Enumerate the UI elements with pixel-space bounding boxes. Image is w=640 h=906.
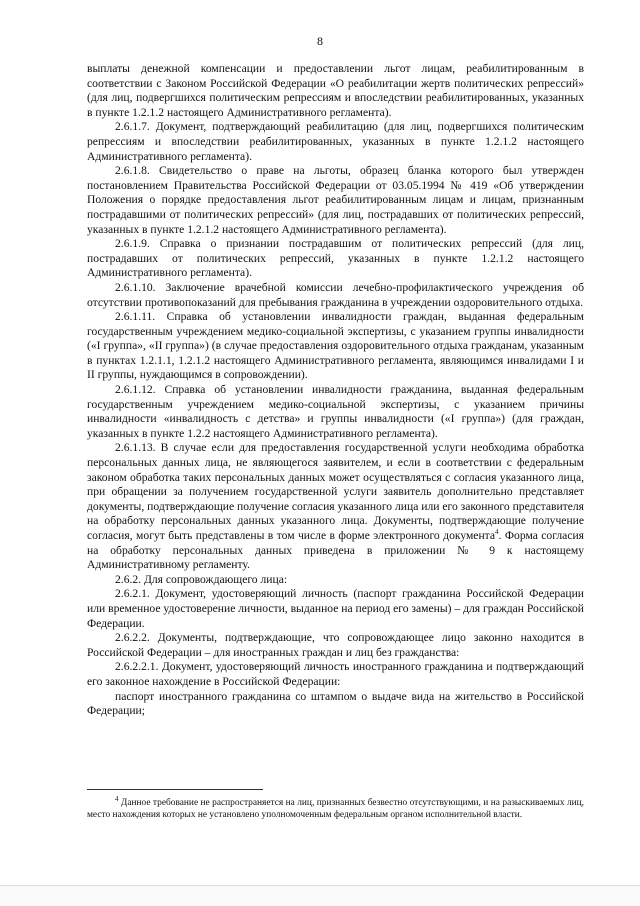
paragraph-2-6-2-1: 2.6.2.1. Документ, удостоверяющий личность (паспорт гражданина Российской Федерации или временное удостоверение личности, выданное на период его замены) – для граждан Российской Федерации. (87, 587, 584, 630)
footnote-text: Данное требование не распространяется на лиц, признанных безвестно отсутствующими, и на разыскиваемых лиц, место нахождения которых не установлено уполномоченным федеральным органом исполнительной власти. (87, 798, 584, 820)
footnote-marker: 4 (115, 794, 119, 803)
paragraph-2-6-1-13-text-end: . Форма согласия на обработку персональных данных приведена в приложении № 9 к настоящему Административному регламенту. (87, 529, 585, 572)
paragraph-2-6-1-11: 2.6.1.11. Справка об установлении инвалидности граждан, выданная федеральным государственным учреждением медико-социальной экспертизы, с указанием группы инвалидности («I группа», «II группа») (в случае предоставления оздоровительного отдыха гражданам, указанным в пунктах 1.2.1.1, 1.2.1.2 настоящего Административного регламента, являющимся инвалидами I и II группы, нуждающимся в сопровождении). (87, 310, 584, 382)
paragraph-passport: паспорт иностранного гражданина со штампом о выдаче вида на жительство в Российской Федерации; (87, 689, 584, 718)
paragraph-2-6-2-2: 2.6.2.2. Документы, подтверждающие, что сопровождающее лицо законно находится в Российской Федерации – для иностранных граждан и лиц без гражданства: (87, 631, 584, 659)
scan-edge (0, 885, 640, 906)
paragraph-2-6-1-9: 2.6.1.9. Справка о признании пострадавшим от политических репрессий (для лиц, пострадавших от политических репрессий, указанных в пункте 1.2.1.2 настоящего Административного регламента). (87, 237, 584, 280)
paragraph-2-6-1-8: 2.6.1.8. Свидетельство о праве на льготы, образец бланка которого был утвержден постановлением Правительства Российской Федерации от 03.05.1994 № 419 «Об утверждении Положения о порядке предоставления льгот реабилитированным лицам и лицам, признанным пострадавшими от политических репрессий» (для лиц, пострадавших от политических репрессий, указанных в пункте 1.2.1.2 настоящего Административного регламента). (87, 164, 584, 236)
footnote-divider (87, 789, 263, 790)
footnote-reference: 4 (495, 528, 499, 537)
paragraph-2-6-2: 2.6.2. Для сопровождающего лица: (115, 572, 288, 586)
paragraph-2-6-1-10: 2.6.1.10. Заключение врачебной комиссии лечебно-профилактического учреждения об отсутствии противопоказаний для пребывания гражданина в учреждении оздоровительного отдыха. (87, 280, 584, 309)
paragraph-2-6-1-13 (87, 441, 584, 572)
document-body (87, 62, 584, 719)
footnote (87, 794, 584, 821)
paragraph-2-6-1-12: 2.6.1.12. Справка об установлении инвалидности гражданина, выданная федеральным государственным учреждением медико-социальной экспертизы, с указанием причины инвалидности «инвалидность с детства» и группы инвалидности («I группа») (для граждан, указанных в пункте 1.2.2 настоящего Административного регламента). (87, 383, 584, 440)
paragraph-2-6-2-2-1: 2.6.2.2.1. Документ, удостоверяющий личность иностранного гражданина и подтверждающий его законное нахождение в Российской Федерации: (87, 660, 584, 688)
paragraph-2-6-1-7: 2.6.1.7. Документ, подтверждающий реабилитацию (для лиц, подвергшихся политическим репрессиям и впоследствии реабилитированных, указанных в пункте 1.2.1.2 настоящего Административного регламента). (87, 120, 584, 163)
paragraph-2-6-1-13-text: 2.6.1.13. В случае если для предоставления государственной услуги необходима обработка персональных данных лица, не являющегося заявителем, и если в соответствии с федеральным законом обработка таких персональных данных может осуществляться с согласия указанного лица, при обращении за получением государственной услуги заявитель дополнительно представляет документы, подтверждающие получение согласия указанного лица или его законного представителя на обработку персональных данных указанного лица. Документы, подтверждающие получение согласия, могут быть представлены в том числе в форме электронного документа (87, 441, 584, 542)
paragraph-continued: выплаты денежной компенсации и предоставлении льгот лицам, реабилитированным в соответствии с Законом Российской Федерации «О реабилитации жертв политических репрессий» (для лиц, подвергшихся политическим репрессиям и впоследствии реабилитированных, указанных в пункте 1.2.1.2 настоящего Административного регламента). (87, 62, 584, 119)
page-number: 8 (317, 34, 323, 48)
